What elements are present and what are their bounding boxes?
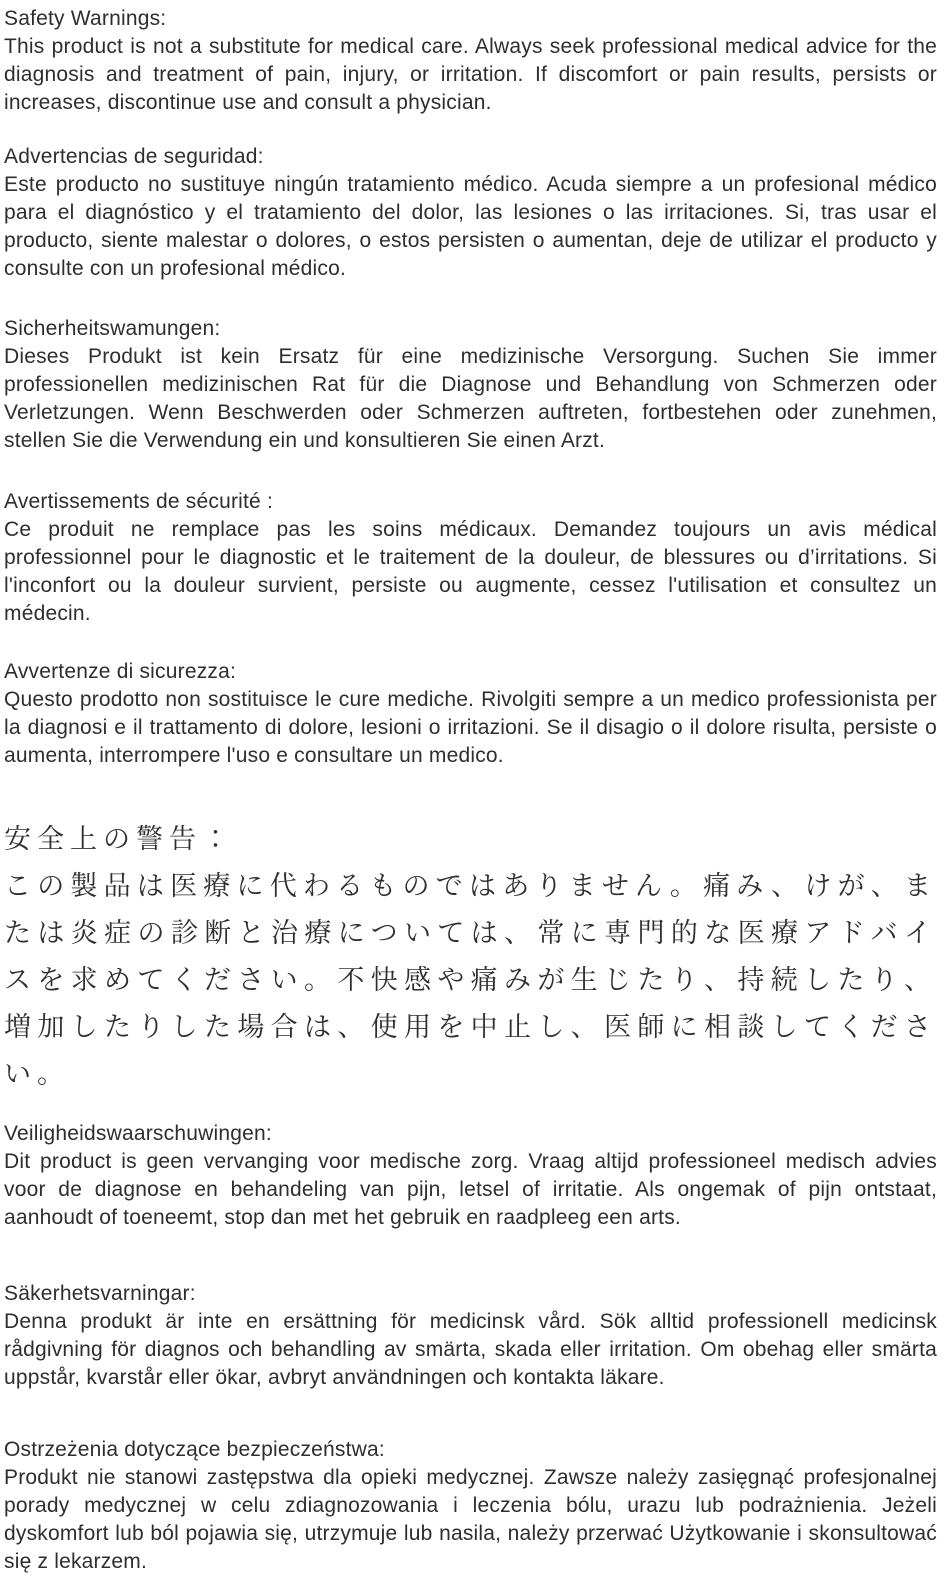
section-heading-ja: 安全上の警告：: [4, 824, 235, 854]
section-heading-en: Safety Warnings:: [4, 7, 167, 30]
section-body-nl: Dit product is geen vervanging voor medische zorg. Vraag altijd professioneel medisch advies voor de diagnose en behandeling van pijn, letsel of irritatie. Als ongemak of pijn ontstaat, aanhoudt of toeneemt, stop dan met het gebruik en raadpleeg een arts.: [4, 1150, 937, 1229]
section-body-pl: Produkt nie stanowi zastępstwa dla opieki medycznej. Zawsze należy zasięgnąć profesjonalnej porady medycznej w celu zdiagnozowania i leczenia bólu, urazu lub podrażnienia. Jeżeli dyskomfort lub ból pojawia się, utrzymuje lub nasila, należy przerwać Użytkowanie i skonsultować się z lekarzem.: [4, 1466, 937, 1573]
section-body-de: Dieses Produkt ist kein Ersatz für eine medizinische Versorgung. Suchen Sie immer professionellen medizinischen Rat für die Diagnose und Behandlung von Schmerzen oder Verletzungen. Wenn Beschwerden oder Schmerzen auftreten, fortbestehen oder zunehmen, stellen Sie die Verwendung ein und konsultieren Sie einen Arzt.: [4, 345, 937, 452]
section-heading-es: Advertencias de seguridad:: [4, 145, 264, 168]
section-body-es: Este producto no sustituye ningún tratamiento médico. Acuda siempre a un profesional médico para el diagnóstico y el tratamiento del dolor, las lesiones o las irritaciones. Si, tras usar el producto, siente malestar o dolores, o estos persisten o aumentan, deje de utilizar el producto y consulte con un profesional médico.: [4, 173, 937, 280]
section-safety-warnings-pl: [4, 1436, 937, 1576]
section-body-it: Questo prodotto non sostituisce le cure mediche. Rivolgiti sempre a un medico professionista per la diagnosi e il trattamento di dolore, lesioni o irritazioni. Se il disagio o il dolore risulta, persiste o aumenta, interrompere l'uso e consultare un medico.: [4, 688, 937, 767]
section-safety-warnings-fr: [4, 488, 937, 628]
section-heading-it: Avvertenze di sicurezza:: [4, 660, 237, 683]
section-body-sv: Denna produkt är inte en ersättning för medicinsk vård. Sök alltid professionell medicinsk rådgivning för diagnos och behandling av smärta, skada eller irritation. Om obehag eller smärta uppstår, kvarstår eller ökar, avbryt användningen och kontakta läkare.: [4, 1310, 937, 1389]
section-heading-de: Sicherheitswamungen:: [4, 317, 221, 340]
section-safety-warnings-ja: [4, 816, 937, 1098]
section-heading-sv: Säkerhetsvarningar:: [4, 1282, 196, 1305]
section-safety-warnings-de: [4, 315, 937, 455]
section-body-en: This product is not a substitute for medical care. Always seek professional medical advice for the diagnosis and treatment of pain, injury, or irritation. If discomfort or pain results, persists or increases, discontinue use and consult a physician.: [4, 35, 937, 114]
section-safety-warnings-en: [4, 5, 937, 117]
section-safety-warnings-nl: [4, 1120, 937, 1232]
section-heading-pl: Ostrzeżenia dotyczące bezpieczeństwa:: [4, 1438, 385, 1461]
section-body-fr: Ce produit ne remplace pas les soins médicaux. Demandez toujours un avis médical professionnel pour le diagnostic et le traitement de la douleur, de blessures ou d’irritations. Si l'inconfort ou la douleur survient, persiste ou augmente, cessez l'utilisation et consultez un médecin.: [4, 518, 937, 625]
section-safety-warnings-it: [4, 658, 937, 770]
section-heading-fr: Avertissements de sécurité :: [4, 490, 273, 513]
section-safety-warnings-sv: [4, 1280, 937, 1392]
section-heading-nl: Veiligheidswaarschuwingen:: [4, 1122, 272, 1145]
section-safety-warnings-es: [4, 143, 937, 283]
section-body-ja: この製品は医療に代わるものではありません。痛み、けが、または炎症の診断と治療については、常に専門的な医療アドバイスを求めてください。不快感や痛みが生じたり、持続したり、増加したりした場合は、使用を中止し、医師に相談してください。: [4, 871, 937, 1089]
